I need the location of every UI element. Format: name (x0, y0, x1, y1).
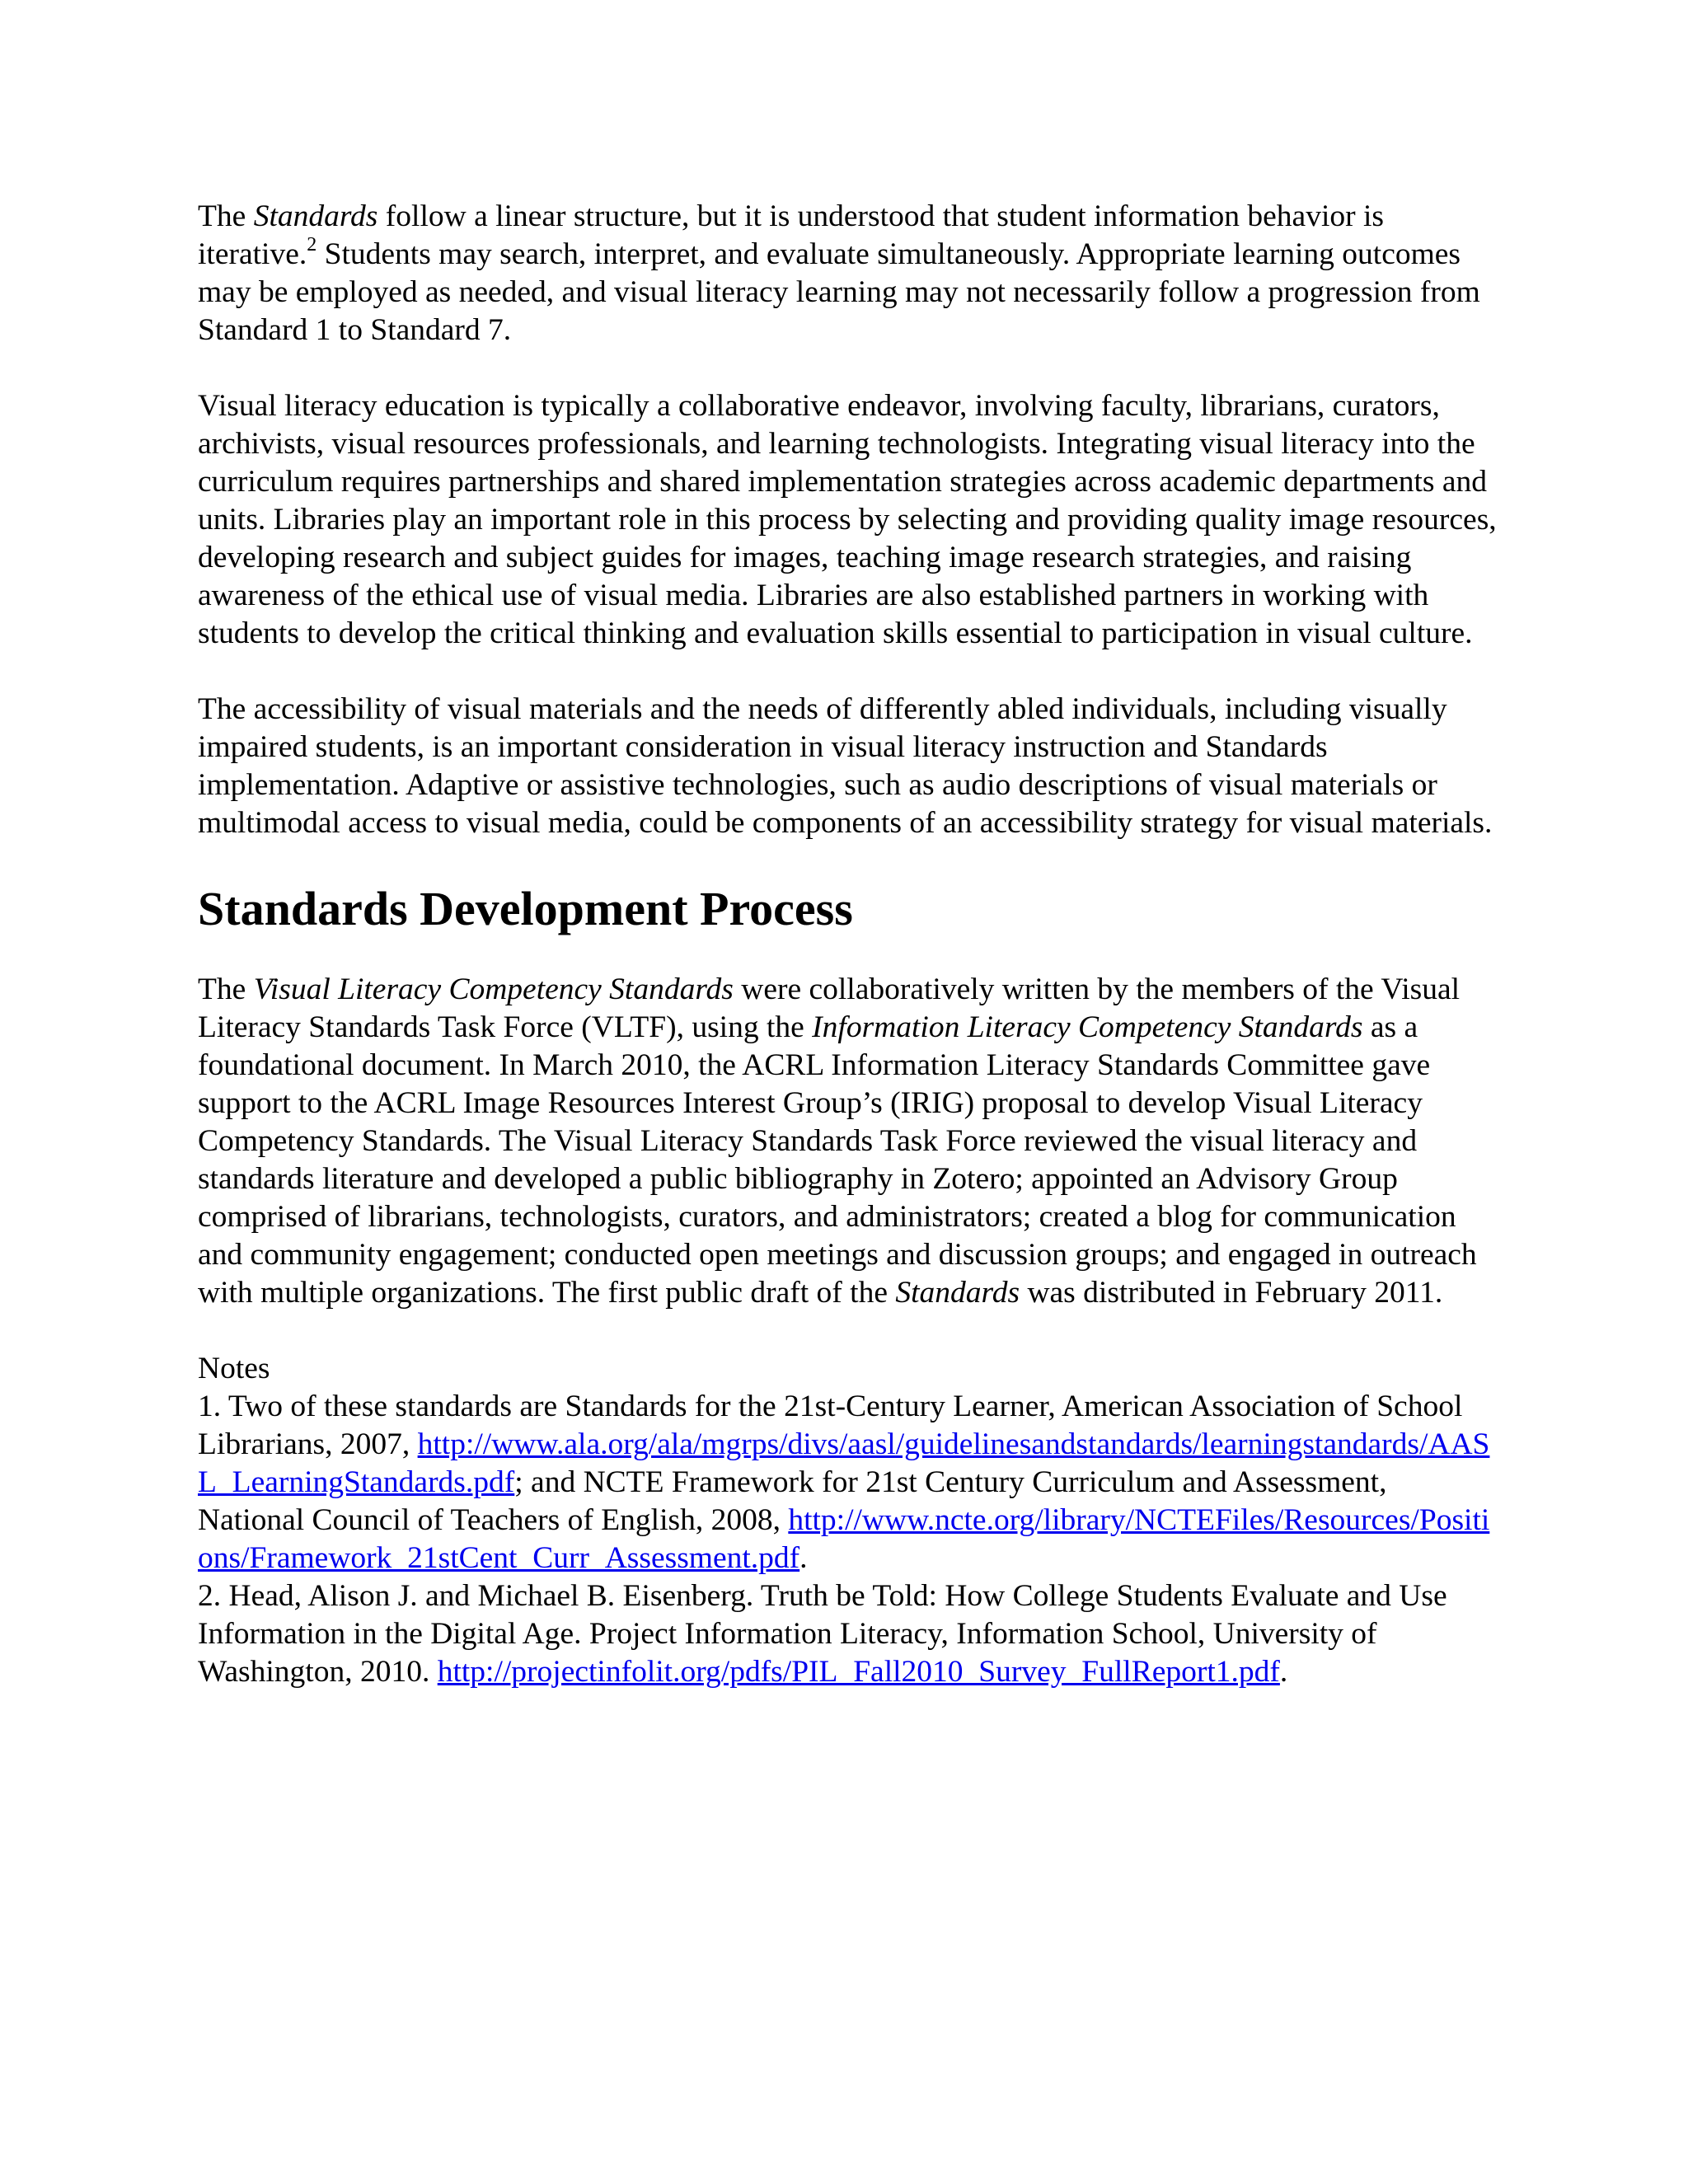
ncte-framework-link[interactable]: http://www.ncte.org/library/NCTEFiles/Resources/Positions/Framework_21stCent_Curr_Assessment.pdf (198, 1503, 1490, 1575)
italic-title: Information Literacy Competency Standards (812, 1010, 1363, 1044)
text-segment: 2. Head, Alison J. and Michael B. Eisenberg. Truth be Told: How College Students Evaluate and Use Information in the Digital Age. Project Information Literacy, Information School, University of Washington, 2010. (198, 1579, 1447, 1689)
italic-title: Standards (253, 199, 378, 233)
text-segment: The (198, 199, 254, 233)
document-page (198, 198, 1500, 1691)
note-2 (198, 1577, 1500, 1691)
italic-title: Visual Literacy Competency Standards (253, 972, 734, 1006)
section-heading: Standards Development Process (198, 882, 853, 935)
footnote-ref-2[interactable]: 2 (307, 234, 317, 255)
paragraph-standards-structure (198, 198, 1500, 349)
text-segment: follow a linear structure, but it is understood that student information behavior is iterative. (198, 199, 1384, 271)
text-segment: . (1279, 1655, 1288, 1689)
italic-title: Standards (895, 1276, 1020, 1310)
paragraph-accessibility: The accessibility of visual materials and the needs of differently abled individuals, including visually impaired students, is an important consideration in visual literacy instruction and Standards implementation. Adaptive or assistive technologies, such as audio descriptions of visual materials or multimodal access to visual media, could be components of an accessibility strategy for visual materials. (198, 692, 1493, 840)
paragraph-development-process (198, 971, 1500, 1312)
text-segment: ; and NCTE Framework for 21st Century Curriculum and Assessment, National Council of Teachers of English, 2008, (198, 1465, 1387, 1537)
text-segment: were collaboratively written by the members of the Visual Literacy Standards Task Force (VLTF), using the (198, 972, 1461, 1044)
aasl-standards-link[interactable]: http://www.ala.org/ala/mgrps/divs/aasl/guidelinesandstandards/learningstandards/AASL_LearningStandards.pdf (198, 1427, 1490, 1499)
note-1 (198, 1388, 1500, 1577)
notes-section (198, 1350, 1500, 1691)
pil-report-link[interactable]: http://projectinfolit.org/pdfs/PIL_Fall2010_Survey_FullReport1.pdf (437, 1655, 1280, 1689)
text-segment: Students may search, interpret, and evaluate simultaneously. Appropriate learning outcomes may be employed as needed, and visual literacy learning may not necessarily follow a progression from Standard 1 to Standard 7. (198, 237, 1480, 347)
text-segment: as a foundational document. In March 2010, the ACRL Information Literacy Standards Committee gave support to the ACRL Image Resources Interest Group’s (IRIG) proposal to develop Visual Literacy Competency Standards. The Visual Literacy Standards Task Force reviewed the visual literacy and standards literature and developed a public bibliography in Zotero; appointed an Advisory Group comprised of librarians, technologists, curators, and administrators; created a blog for communication and community engagement; conducted open meetings and discussion groups; and engaged in outreach with multiple organizations. The first public draft of the (198, 1010, 1477, 1310)
paragraph-collaboration: Visual literacy education is typically a collaborative endeavor, involving faculty, librarians, curators, archivists, visual resources professionals, and learning technologists. Integrating visual literacy into the curriculum requires partnerships and shared implementation strategies across academic departments and units. Libraries play an important role in this process by selecting and providing quality image resources, developing research and subject guides for images, teaching image research strategies, and raising awareness of the ethical use of visual media. Libraries are also established partners in working with students to develop the critical thinking and evaluation skills essential to participation in visual culture. (198, 389, 1497, 650)
text-segment: The (198, 972, 254, 1006)
text-segment: was distributed in February 2011. (1020, 1276, 1443, 1310)
text-segment: . (799, 1541, 808, 1575)
notes-title: Notes (198, 1352, 270, 1385)
text-segment: 1. Two of these standards are Standards for the 21st-Century Learner, American Association of School Librarians, 2007, (198, 1390, 1463, 1461)
